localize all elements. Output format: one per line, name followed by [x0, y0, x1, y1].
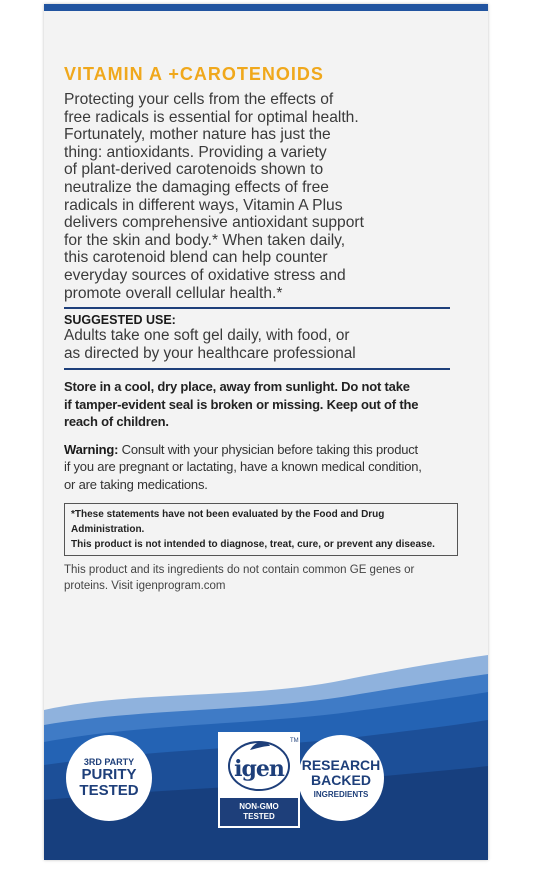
storage-line: reach of children.	[64, 414, 169, 430]
igen-frame	[218, 732, 300, 828]
suggested-use-text	[64, 327, 472, 362]
suggested-use-heading: SUGGESTED USE:	[64, 313, 176, 328]
intro-line: neutralize the damaging effects of free	[64, 178, 329, 196]
research-backed-badge	[298, 735, 384, 821]
label-text-content	[64, 64, 472, 594]
igen-logo-top	[220, 734, 298, 796]
intro-paragraph	[64, 91, 472, 307]
intro-line: delivers comprehensive antioxidant support	[64, 214, 364, 232]
research-badge-line2: BACKED	[311, 771, 371, 788]
purity-badge-small: 3RD PARTY	[83, 757, 135, 767]
intro-line: Fortunately, mother nature has just the	[64, 126, 331, 144]
fda-line: This product is not intended to diagnose, treat, cure, or prevent any disease.	[71, 539, 435, 551]
intro-line: radicals in different ways, Vitamin A Plus	[64, 196, 343, 214]
intro-line: Protecting your cells from the effects of	[64, 91, 334, 108]
purity-badge-line2: TESTED	[79, 782, 139, 799]
fda-disclaimer-box	[64, 503, 458, 556]
ge-line: This product and its ingredients do not contain common GE genes or	[64, 564, 415, 577]
research-badge-small: INGREDIENTS	[313, 789, 369, 799]
intro-line: thing: antioxidants. Providing a variety	[64, 143, 327, 161]
warning-line: or are taking medications.	[64, 476, 208, 492]
ge-line: proteins. Visit igenprogram.com	[64, 580, 226, 593]
section-divider	[64, 368, 450, 370]
igen-wordmark: igen	[234, 756, 284, 782]
research-badge-line1: RESEARCH	[301, 756, 381, 773]
intro-line: free radicals is essential for optimal health.	[64, 108, 359, 126]
storage-line: Store in a cool, dry place, away from sunlight. Do not take	[64, 379, 410, 395]
warning-line-text: Consult with your physician before taking this product	[118, 441, 418, 457]
igen-label-bar	[220, 798, 298, 826]
igen-line2: TESTED	[243, 812, 275, 821]
suggested-use-line: as directed by your healthcare professional	[64, 344, 356, 362]
igen-line1: NON-GMO	[239, 802, 279, 811]
intro-line: this carotenoid blend can help counter	[64, 249, 328, 267]
ge-statement	[64, 562, 472, 594]
section-divider	[64, 307, 450, 309]
warning-label: Warning:	[64, 441, 119, 457]
igen-trademark: TM	[290, 738, 299, 744]
product-heading: VITAMIN A +CAROTENOIDS	[64, 64, 324, 84]
purity-badge-line1: PURITY	[81, 766, 137, 783]
suggested-use-line: Adults take one soft gel daily, with food, or	[64, 327, 350, 345]
intro-line: for the skin and body.* When taken daily,	[64, 231, 346, 249]
intro-line: promote overall cellular health.*	[64, 284, 283, 302]
warning-line	[64, 441, 472, 459]
storage-line: if tamper-evident seal is broken or missing. Keep out of the	[64, 396, 419, 412]
warning-text	[64, 441, 472, 494]
purity-tested-badge	[66, 735, 152, 821]
top-color-strip	[44, 4, 488, 11]
igen-non-gmo-logo	[218, 732, 300, 826]
warning-line: if you are pregnant or lactating, have a known medical condition,	[64, 459, 422, 475]
intro-line: everyday sources of oxidative stress and	[64, 266, 346, 284]
intro-line: of plant-derived carotenoids shown to	[64, 161, 324, 179]
fda-line: *These statements have not been evaluated by the Food and Drug Administration.	[71, 509, 385, 536]
storage-instructions	[64, 378, 472, 431]
